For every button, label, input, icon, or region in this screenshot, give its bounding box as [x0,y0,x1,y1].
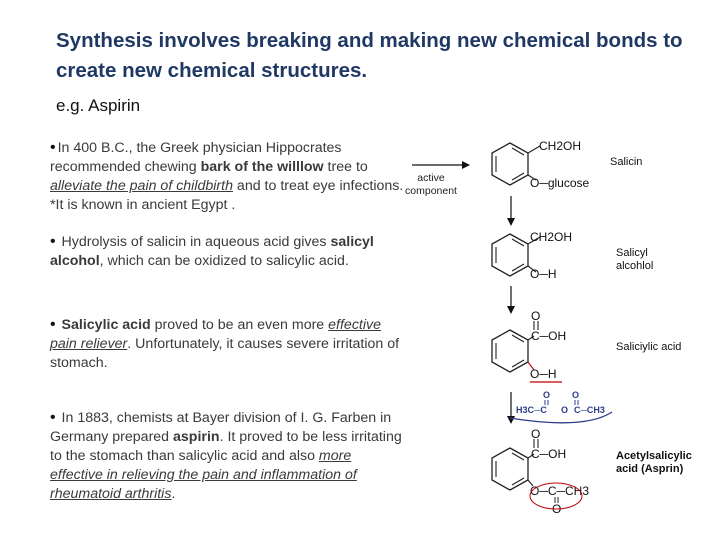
reagent-oxygen: O [572,390,580,400]
salicylic-acid-structure [492,309,566,382]
reaction-arrow [507,286,515,314]
text: In 400 B.C., the Greek physician Hippocrates recommended chewing [50,140,342,175]
bold-text: bark of the willlow [200,159,324,175]
salicyl-alcohol-structure [492,230,572,281]
text: . Unfortunately, it causes severe irritation of stomach. [50,336,400,371]
text: tree to [323,159,368,175]
substituent: CH2OH [539,139,582,153]
text: Hydrolysis of salicin in aqueous acid gives [57,234,331,250]
acetic-anhydride-reagent [510,390,612,423]
text: proved to be an even more [150,317,329,333]
bullet: • [50,316,56,333]
substituent: CH2OH [530,230,573,244]
text: and to treat eye infections. *It is known in ancient Egypt . [50,178,404,213]
active-component-label: active component [405,172,457,197]
reagent-left: H3C─C [516,405,547,415]
reagent-bridge-oxygen: O [561,405,569,415]
reagent-right: C─CH3 [574,405,605,415]
carbonyl-oxygen: O [531,309,541,323]
compound-label-aspirin: Acetylsalicylic acid (Asprin) [616,450,692,475]
bullet: • [50,139,56,156]
substituent: C─OH [531,329,567,343]
bullet: • [50,409,56,426]
reaction-arrow [507,196,515,226]
pointer-arrow [412,161,470,169]
compound-label-salicyl-alcohol: Salicyl alcohlol [616,247,654,272]
text: . [171,486,176,502]
ester-oxygen: O [552,502,562,516]
underlined-text: alleviate the pain of childbirth [50,178,233,194]
underlined-text: effective pain reliever [50,317,381,352]
substituent: O─H [530,367,557,381]
text: . It proved to be less irritating to the stomach than salicylic acid and also [50,429,402,464]
example-heading: e.g. Aspirin [56,96,141,115]
bullet: • [50,233,56,250]
bold-text: Salicylic acid [57,317,151,333]
reagent-oxygen: O [543,390,551,400]
substituent: O─C─CH3 [530,484,590,498]
compound-label-salicin: Salicin [610,156,643,168]
text: In 1883, chemists at Bayer division of I. G. Farben in Germany prepared [50,410,392,445]
carbonyl-oxygen: O [531,427,541,441]
underlined-text: more effective in relieving the pain and inflammation of rheumatoid arthritis [50,448,357,502]
salicin-structure [492,139,590,190]
substituent: O─glucose [530,176,590,190]
bold-text: aspirin [173,429,220,445]
slide-title: Synthesis involves breaking and making new chemical bonds to create new chemical structures. [56,29,683,82]
bold-text: salicyl alcohol [50,234,374,269]
aspirin-structure [492,427,589,516]
substituent: O─H [530,267,557,281]
text: , which can be oxidized to salicylic acid. [99,253,349,269]
compound-label-salicylic-acid: Saliciylic acid [616,341,682,353]
substituent: C─OH [531,447,567,461]
